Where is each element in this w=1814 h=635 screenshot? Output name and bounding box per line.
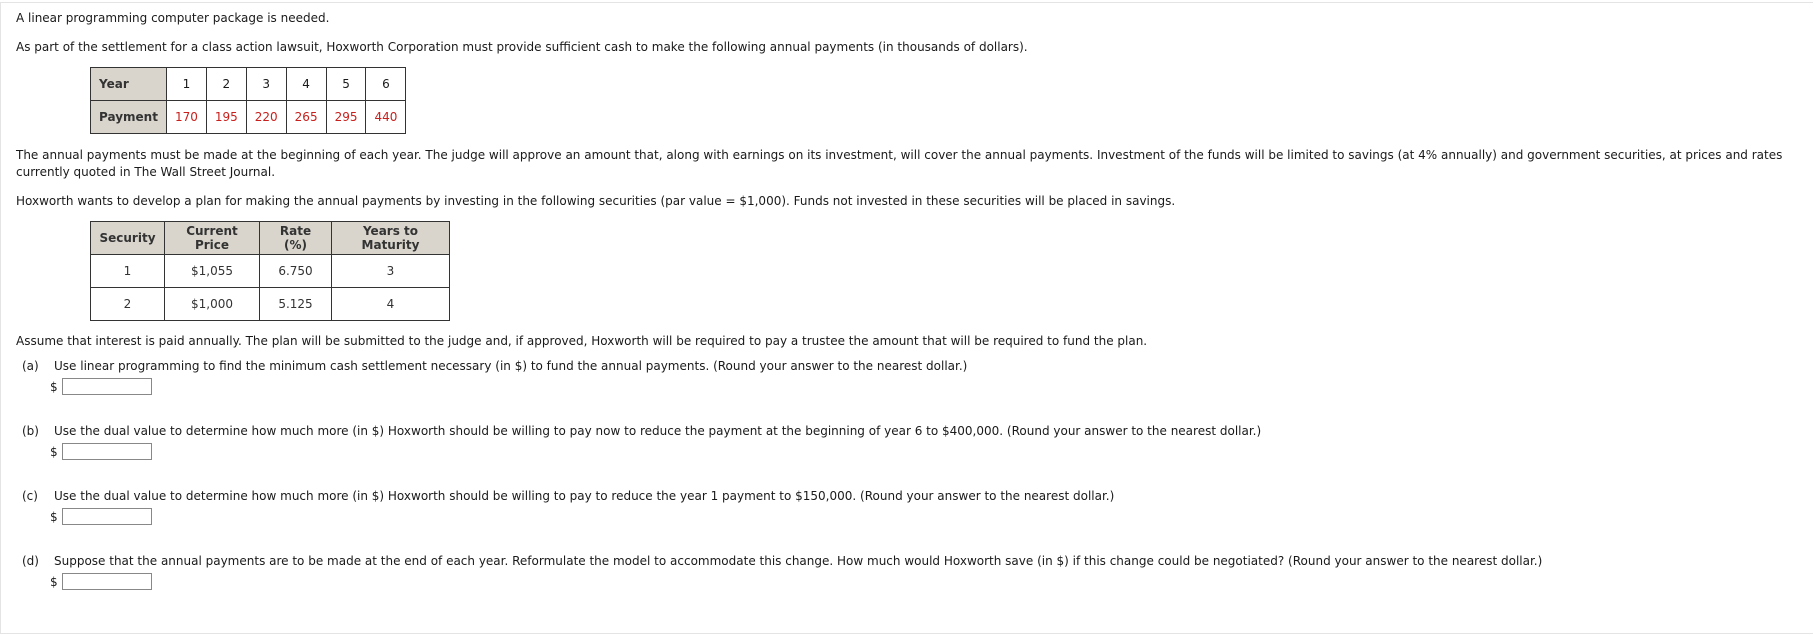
question-text: Use linear programming to find the minimum cash settlement necessary (in $) to fund the annual payments. (Round your answer to the nearest dollar.) [54, 359, 968, 373]
question-label: (b) [22, 424, 39, 438]
security-cell: 1 [91, 255, 165, 288]
year-cell: 4 [286, 68, 326, 101]
payments-table-year-row [91, 68, 406, 101]
payment-cell: 440 [366, 101, 406, 134]
question-a [22, 359, 1806, 395]
maturity-cell: 4 [332, 288, 450, 321]
answer-input-c[interactable] [62, 508, 152, 525]
year-cell: 6 [366, 68, 406, 101]
dollar-sign: $ [50, 379, 58, 394]
paragraph-securities: Hoxworth wants to develop a plan for making the annual payments by investing in the following securities (par value = $1,000). Funds not invested in these securities will be placed in savings. [16, 194, 1176, 208]
question-b [22, 424, 1806, 460]
paragraph-assumptions: Assume that interest is paid annually. The plan will be submitted to the judge and, if approved, Hoxworth will be required to pay a trustee the amount that will be required to fund the plan. [16, 334, 1148, 348]
question-content [16, 10, 1806, 590]
dollar-sign: $ [50, 574, 58, 589]
payment-cell: 295 [326, 101, 366, 134]
securities-row [91, 255, 450, 288]
securities-row [91, 288, 450, 321]
question-text: Suppose that the annual payments are to be made at the end of each year. Reformulate the model to accommodate this change. How much would Hoxworth save (in $) if this change could be negotiated? (Round your answer to the nearest dollar.) [54, 554, 1543, 568]
intro-text: A linear programming computer package is needed. [16, 11, 330, 25]
security-cell: 2 [91, 288, 165, 321]
dollar-sign: $ [50, 444, 58, 459]
rate-header: Rate (%) [260, 222, 332, 255]
payments-table [90, 67, 406, 134]
price-cell: $1,000 [165, 288, 260, 321]
security-header: Security [91, 222, 165, 255]
payment-cell: 195 [206, 101, 246, 134]
price-cell: $1,055 [165, 255, 260, 288]
question-label: (a) [22, 359, 39, 373]
securities-table [90, 221, 450, 321]
year-header: Year [91, 68, 167, 101]
question-text: Use the dual value to determine how much more (in $) Hoxworth should be willing to pay to reduce the year 1 payment to $150,000. (Round your answer to the nearest dollar.) [54, 489, 1115, 503]
payment-cell: 265 [286, 101, 326, 134]
year-cell: 3 [246, 68, 286, 101]
question-d [22, 554, 1806, 590]
payment-cell: 220 [246, 101, 286, 134]
answer-input-b[interactable] [62, 443, 152, 460]
question-c [22, 489, 1806, 525]
price-header: Current Price [165, 222, 260, 255]
dollar-sign: $ [50, 509, 58, 524]
rate-cell: 5.125 [260, 288, 332, 321]
maturity-header: Years to Maturity [332, 222, 450, 255]
question-label: (d) [22, 554, 39, 568]
securities-header-row [91, 222, 450, 255]
year-cell: 1 [166, 68, 206, 101]
payments-table-payment-row [91, 101, 406, 134]
year-cell: 2 [206, 68, 246, 101]
paragraph-settlement: As part of the settlement for a class action lawsuit, Hoxworth Corporation must provide sufficient cash to make the following annual payments (in thousands of dollars). [16, 40, 1028, 54]
maturity-cell: 3 [332, 255, 450, 288]
answer-input-d[interactable] [62, 573, 152, 590]
question-text: Use the dual value to determine how much more (in $) Hoxworth should be willing to pay now to reduce the payment at the beginning of year 6 to $400,000. (Round your answer to the nearest dollar.) [54, 424, 1262, 438]
year-cell: 5 [326, 68, 366, 101]
question-label: (c) [22, 489, 38, 503]
answer-input-a[interactable] [62, 378, 152, 395]
rate-cell: 6.750 [260, 255, 332, 288]
paragraph-annual-payments: The annual payments must be made at the beginning of each year. The judge will approve an amount that, along with earnings on its investment, will cover the annual payments. Investment of the funds will be limited to savings (at 4% annually) and government securities, at prices and rates currently quoted in The Wall Street Journal. [16, 148, 1783, 179]
payment-cell: 170 [166, 101, 206, 134]
payment-header: Payment [91, 101, 167, 134]
